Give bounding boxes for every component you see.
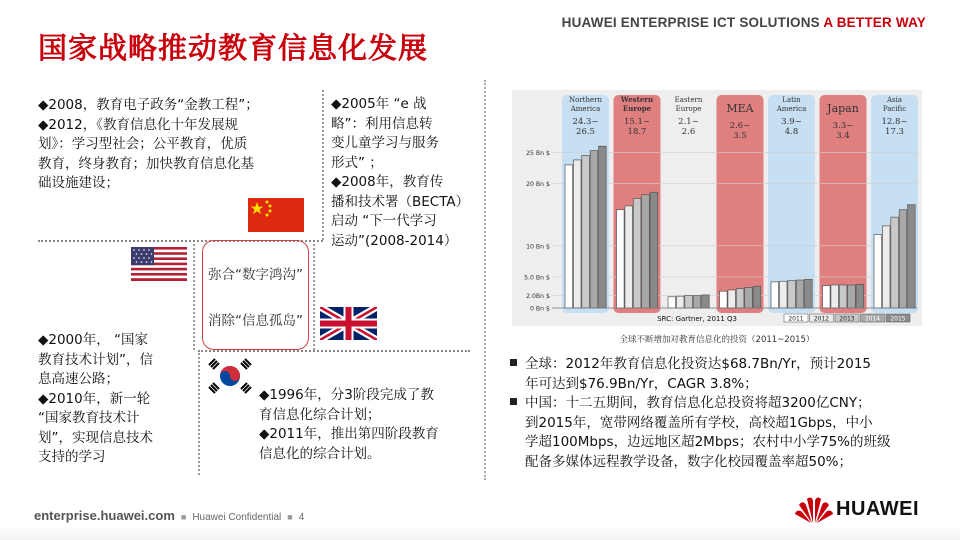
tagline-accent: A BETTER WAY bbox=[823, 15, 926, 30]
usa-line: 息高速公路； bbox=[38, 371, 119, 387]
region-name: Europe bbox=[622, 104, 652, 113]
huawei-petal-icon bbox=[794, 493, 834, 525]
y-tick-label: 0 Bn $ bbox=[530, 305, 550, 313]
region-range: 3.4 bbox=[836, 131, 850, 141]
region-range: 3.5 bbox=[733, 131, 747, 141]
region-range: 12.8~ bbox=[881, 117, 908, 127]
bar bbox=[805, 279, 813, 308]
logo-text: HUAWEI bbox=[836, 498, 919, 520]
divider-v2 bbox=[193, 240, 195, 350]
bar bbox=[856, 284, 864, 308]
footer-page-number: 4 bbox=[298, 512, 305, 523]
bullet-item bbox=[510, 355, 930, 375]
region-range: 17.3 bbox=[885, 127, 904, 137]
bridge-text-2: 消除“信息孤岛” bbox=[208, 313, 303, 329]
bridge-text-1: 弥合“数字鸿沟” bbox=[208, 267, 303, 283]
usa-line: “国家教育技术计 bbox=[38, 410, 140, 426]
uk-line: 启动 “下一代学习 bbox=[331, 213, 437, 229]
region-range: 2.6 bbox=[681, 127, 696, 137]
uk-line: 变儿童学习与服务 bbox=[331, 135, 439, 151]
bar bbox=[899, 210, 907, 308]
bullet-item bbox=[510, 394, 930, 414]
bar bbox=[565, 165, 573, 308]
bar bbox=[676, 296, 684, 308]
usa-flag bbox=[131, 247, 187, 281]
investment-chart bbox=[512, 90, 922, 326]
uk-line: 略”：利用信息转 bbox=[331, 115, 433, 132]
region-range: 3.9~ bbox=[781, 117, 802, 127]
bar bbox=[788, 281, 796, 308]
bar bbox=[831, 285, 839, 308]
bullet-line: 年可达到$76.9Bn/Yr，CAGR 3.8%； bbox=[525, 375, 758, 392]
y-tick-label: 2.0Bn $ bbox=[526, 293, 550, 301]
region-name: Pacific bbox=[882, 105, 907, 113]
usa-line: 教育技术计划”，信 bbox=[38, 351, 153, 368]
uk-line: 播和技术署（BECTA） bbox=[331, 193, 470, 210]
bar bbox=[720, 291, 728, 308]
bar bbox=[582, 156, 590, 308]
region-range: 4.8 bbox=[784, 127, 799, 137]
korea-flag bbox=[204, 356, 256, 396]
korea-line: 信息化的综合计划。 bbox=[259, 445, 381, 462]
korea-paragraph bbox=[259, 386, 439, 464]
china-line: 划》：学习型社会；公平教育，优质 bbox=[38, 136, 248, 152]
bar bbox=[728, 290, 736, 308]
chart-source: SRC: Gartner, 2011 Q3 bbox=[657, 315, 737, 323]
uk-line: 形式” ； bbox=[331, 154, 383, 171]
bar bbox=[617, 210, 625, 308]
bullet-line: 配备多媒体远程教学设备，数字化校园覆盖率超50%； bbox=[525, 453, 853, 470]
page-title: 国家战略推动教育信息化发展 bbox=[38, 31, 429, 65]
chart-caption: 全球不断增加对教育信息化的投资（2011~2015） bbox=[619, 335, 815, 345]
region-name: Japan bbox=[827, 102, 859, 115]
footer-dot: ■ bbox=[287, 512, 293, 522]
divider-h2 bbox=[198, 350, 470, 352]
bar bbox=[590, 151, 598, 308]
region-name: Eastern bbox=[674, 96, 703, 104]
divider-v4 bbox=[313, 240, 315, 350]
region-name: Latin bbox=[782, 96, 801, 104]
bar bbox=[891, 217, 899, 308]
tagline-text: HUAWEI ENTERPRISE ICT SOLUTIONS bbox=[561, 15, 824, 30]
usa-line: 支持的学习 bbox=[38, 449, 106, 465]
bar bbox=[599, 146, 607, 308]
region-range: 15.1~ bbox=[623, 117, 651, 127]
bar bbox=[874, 235, 882, 308]
bullet-line: 中国：十二五期间，教育信息化总投资将超3200亿CNY； bbox=[525, 395, 871, 411]
footer-site: enterprise.huawei.com bbox=[34, 508, 175, 523]
region-name: Western bbox=[620, 95, 654, 104]
y-tick-label: 10 Bn $ bbox=[526, 243, 550, 251]
china-line: 础设施建设； bbox=[38, 175, 119, 191]
header-tagline bbox=[562, 15, 926, 30]
bar bbox=[839, 285, 847, 308]
footer-band bbox=[0, 525, 960, 540]
bullet-square bbox=[510, 359, 517, 366]
uk-line: ◆2005年 “e 战 bbox=[331, 96, 427, 112]
region-name: MEA bbox=[726, 102, 754, 115]
bar bbox=[573, 160, 581, 308]
legend-year: 2014 bbox=[864, 315, 881, 323]
china-line: 教育，终身教育；加快教育信息化基 bbox=[38, 155, 254, 172]
bar bbox=[771, 282, 779, 308]
bullet-line: 到2015年，宽带网络覆盖所有学校，高校超1Gbps，中小 bbox=[525, 414, 873, 431]
legend-year: 2013 bbox=[839, 315, 855, 323]
bar bbox=[753, 286, 761, 308]
china-line: ◆2008，教育电子政务“金教工程”； bbox=[38, 97, 259, 113]
divider-v3 bbox=[198, 350, 200, 475]
legend-year: 2012 bbox=[813, 315, 830, 323]
region-name: America bbox=[570, 105, 601, 113]
footer-confidential: Huawei Confidential bbox=[192, 512, 282, 523]
usa-line: ◆2000年， “国家 bbox=[38, 332, 149, 348]
bar bbox=[685, 296, 693, 308]
china-line: ◆2012，《教育信息化十年发展规 bbox=[38, 116, 238, 133]
y-tick-label: 25 Bn $ bbox=[526, 149, 550, 157]
korea-line: ◆2011年，推出第四阶段教育 bbox=[259, 426, 439, 442]
bridge-box bbox=[202, 240, 309, 350]
bar bbox=[736, 289, 744, 308]
bullet-list bbox=[510, 355, 930, 472]
region-range: 2.6~ bbox=[729, 121, 751, 131]
bar bbox=[642, 195, 650, 308]
region-range: 2.1~ bbox=[678, 117, 699, 127]
bar bbox=[625, 206, 633, 308]
bar bbox=[650, 192, 658, 308]
huawei-logo bbox=[794, 493, 934, 525]
korea-line: 育信息化综合计划； bbox=[259, 406, 381, 423]
bar bbox=[779, 281, 787, 308]
bar bbox=[796, 280, 804, 308]
bar bbox=[745, 287, 753, 308]
usa-line: 划”，实现信息技术 bbox=[38, 429, 153, 446]
bar bbox=[823, 286, 831, 308]
uk-paragraph bbox=[331, 95, 469, 251]
region-name: Northern bbox=[568, 96, 603, 104]
legend-year: 2011 bbox=[788, 315, 804, 323]
bar bbox=[633, 198, 641, 308]
region-range: 18.7 bbox=[627, 127, 647, 137]
bullet-line: 学超100Mbps，边远地区超2Mbps；农村中小学75%的班级 bbox=[525, 434, 891, 450]
y-tick-label: 20 Bn $ bbox=[526, 181, 550, 189]
bar bbox=[848, 285, 856, 308]
bar bbox=[882, 226, 890, 308]
footer-dot: ■ bbox=[180, 512, 187, 522]
region-name: America bbox=[776, 105, 807, 113]
y-tick-label: 5.0 Bn $ bbox=[524, 274, 550, 282]
region-range: 24.3~ bbox=[572, 117, 599, 127]
usa-line: ◆2010年，新一轮 bbox=[38, 390, 151, 407]
bullet-square bbox=[510, 398, 517, 405]
china-flag bbox=[248, 198, 304, 232]
divider-main bbox=[484, 80, 486, 480]
bar bbox=[668, 297, 676, 308]
korea-line: ◆1996年，分3阶段完成了教 bbox=[259, 387, 434, 403]
uk-flag bbox=[320, 307, 377, 340]
region-name: Asia bbox=[886, 96, 903, 104]
footer bbox=[34, 508, 304, 523]
bar bbox=[693, 296, 701, 308]
uk-line: ◆2008年，教育传 bbox=[331, 174, 444, 190]
china-paragraph bbox=[38, 96, 259, 194]
legend-year: 2015 bbox=[890, 315, 906, 323]
uk-line: 运动”(2008-2014） bbox=[331, 232, 458, 249]
divider-v1 bbox=[322, 90, 324, 240]
region-range: 26.5 bbox=[576, 127, 595, 137]
usa-paragraph bbox=[38, 331, 153, 468]
region-name: Europe bbox=[675, 105, 702, 113]
bar bbox=[908, 205, 916, 308]
bullet-line: 全球：2012年教育信息化投资达$68.7Bn/Yr，预计2015 bbox=[525, 356, 872, 372]
chart-svg bbox=[512, 90, 922, 326]
region-range: 3.3~ bbox=[832, 121, 854, 131]
bar bbox=[702, 295, 710, 308]
